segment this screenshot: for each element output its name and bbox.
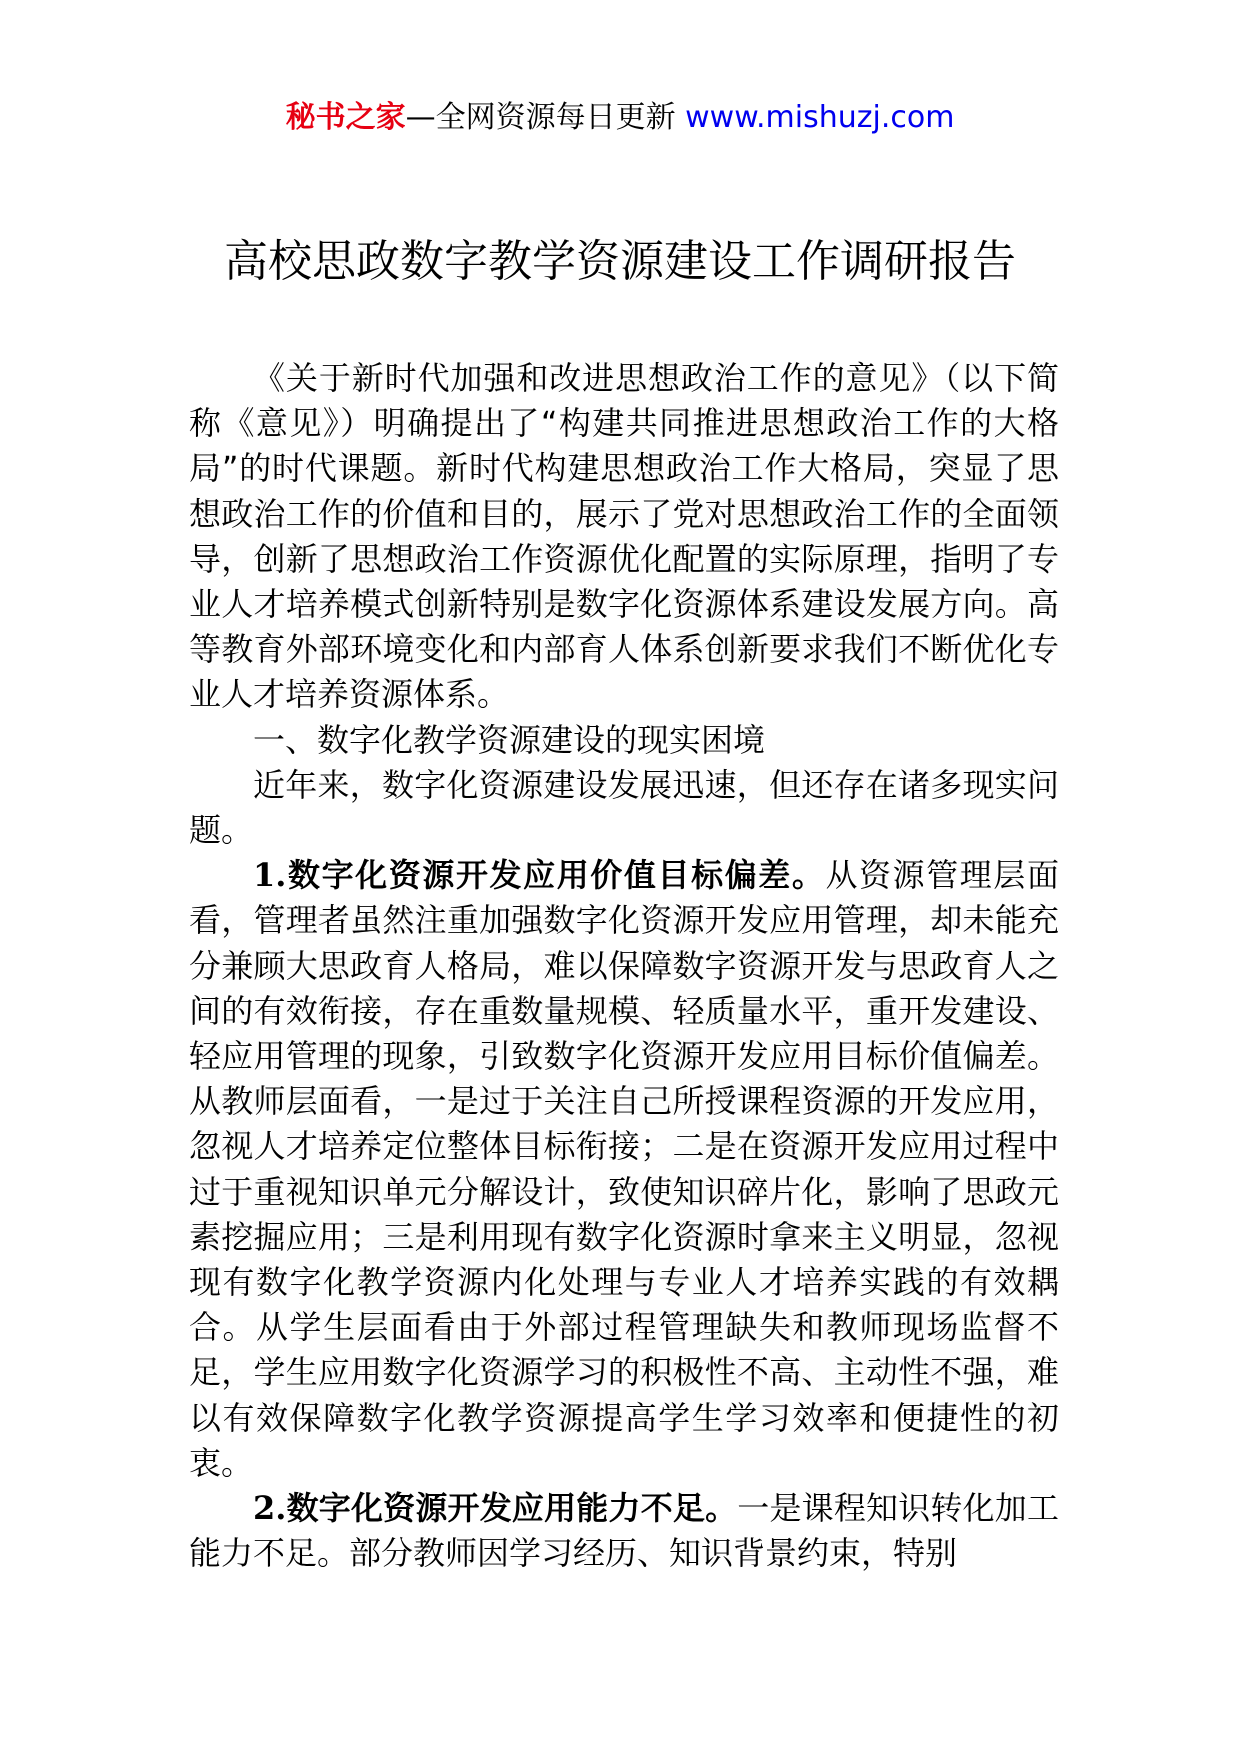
paragraph-lead: 2.数字化资源开发应用能力不足。 (253, 1489, 738, 1528)
banner-brand: 秘书之家 (285, 100, 406, 135)
paragraph-point-2 (189, 1486, 1059, 1576)
site-banner (0, 98, 1240, 138)
paragraph-text: 《关于新时代加强和改进思想政治工作的意见》（以下简称《意见》）明确提出了“构建共同推进思想政治工作的大格局”的时代课题。新时代构建思想政治工作大格局，突显了思想政治工作的价值和目的，展示了党对思想政治工作的全面领导，创新了思想政治工作资源优化配置的实际原理，指明了专业人才培养模式创新特别是数字化资源体系建设发展方向。高等教育外部环境变化和内部育人体系创新要求我们不断优化专业人才培养资源体系。 (189, 359, 1059, 714)
paragraph-intro (189, 356, 1059, 718)
paragraph-text: 近年来，数字化资源建设发展迅速，但还存在诸多现实问题。 (189, 765, 1059, 850)
paragraph-lead: 1.数字化资源开发应用价值目标偏差。 (253, 856, 826, 895)
section-heading-text: 一、数字化教学资源建设的现实困境 (253, 720, 766, 759)
paragraph-text: 从资源管理层面看，管理者虽然注重加强数字化资源开发应用管理，却未能充分兼顾大思政育人格局，难以保障数字资源开发与思政育人之间的有效衔接，存在重数量规模、轻质量水平，重开发建设、轻应用管理的现象，引致数字化资源开发应用目标价值偏差。从教师层面看，一是过于关注自己所授课程资源的开发应用，忽视人才培养定位整体目标衔接；二是在资源开发应用过程中过于重视知识单元分解设计，致使知识碎片化，影响了思政元素挖掘应用；三是利用现有数字化资源时拿来主义明显，忽视现有数字化教学资源内化处理与专业人才培养实践的有效耦合。从学生层面看由于外部过程管理缺失和教师现场监督不足，学生应用数字化资源学习的积极性不高、主动性不强，难以有效保障数字化教学资源提高学生学习效率和便捷性的初衷。 (189, 856, 1059, 1482)
section-heading (189, 718, 1059, 763)
banner-url-link[interactable]: www.mishuzj.com (685, 100, 955, 135)
paragraph-point-1 (189, 853, 1059, 1486)
document-body (189, 356, 1059, 1576)
paragraph-text: 一是课程知识转化加工能力不足。部分教师因学习经历、知识背景约束，特别 (189, 1489, 1059, 1573)
document-title: 高校思政数字教学资源建设工作调研报告 (224, 236, 1016, 287)
banner-tagline: —全网资源每日更新 (405, 100, 686, 135)
paragraph-overview (189, 763, 1059, 853)
